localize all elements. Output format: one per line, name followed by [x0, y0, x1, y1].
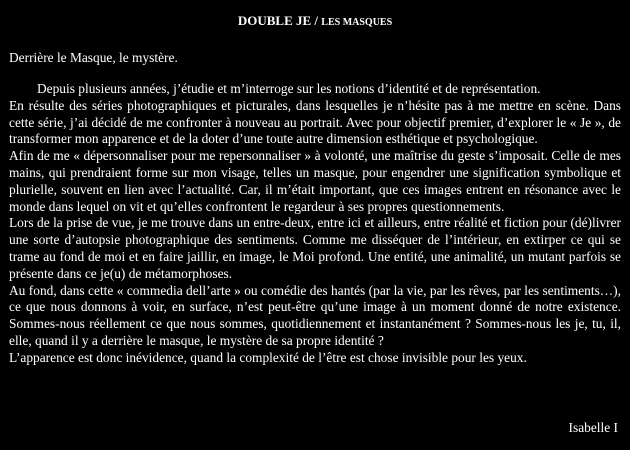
title-main: DOUBLE JE: [237, 13, 312, 28]
paragraph-intro: Depuis plusieurs années, j’étudie et m’interroge sur les notions d’identité et de représentation.: [37, 81, 541, 96]
signature: Isabelle I: [568, 420, 618, 435]
title-separator: /: [311, 13, 322, 28]
page-title: [9, 13, 621, 31]
document-page: [9, 0, 621, 450]
body-text: [9, 81, 621, 367]
paragraph: Au fond, dans cette « commedia dell’arte » ou comédie des hantés (par la vie, par les rêves, par les sentiments…), ce que nous donnons à voir, en surface, n’est peut-être qu’une image à un moment donné de notre existence. Sommes-nous réellement ce que nous sommes, quotidiennement et instantanément ? Sommes-nous les je, tu, il, elle, quand il y a derrière le masque, le mystère de sa propre identité ?: [9, 282, 621, 348]
title-sub: LES MASQUES: [321, 17, 393, 28]
paragraph: L’apparence est donc inévidence, quand la complexité de l’être est chose invisible pour les yeux.: [9, 349, 527, 365]
paragraph: Lors de la prise de vue, je me trouve dans un entre-deux, entre ici et ailleurs, entre réalité et fiction pour (dé)livrer une sorte d’autopsie photographique des sentiments. Comme me disséquer de l’intérieur, en extirper ce qui se trame au fond de moi et en faire jaillir, en image, le Moi profond. Une entité, une animalité, un mutant parfois se présente dans ce je(u) de métamorphoses.: [9, 215, 621, 281]
paragraph: En résulte des séries photographiques et picturales, dans lesquelles je n’hésite pas à me mettre en scène. Dans cette série, j’ai décidé de me confronter à nouveau au portrait. Avec pour objectif premier, d’explorer le « Je », de transformer mon apparence et de la doter d’une toute autre dimension esthétique et psychologique.: [9, 97, 621, 147]
paragraph: Afin de me « dépersonnaliser pour me repersonnaliser » à volonté, une maîtrise du geste s’imposait. Celle de mes mains, qui prendraient forme sur mon visage, telles un masque, pour engendrer une signification symbolique et plurielle, souvent en lien avec l’actualité. Car, il m’était important, que ces images entrent en résonance avec le monde dans lequel on vit et qu’elles confrontent le regardeur à ses propres questionnements.: [9, 148, 621, 214]
tagline: Derrière le Masque, le mystère.: [9, 50, 178, 65]
